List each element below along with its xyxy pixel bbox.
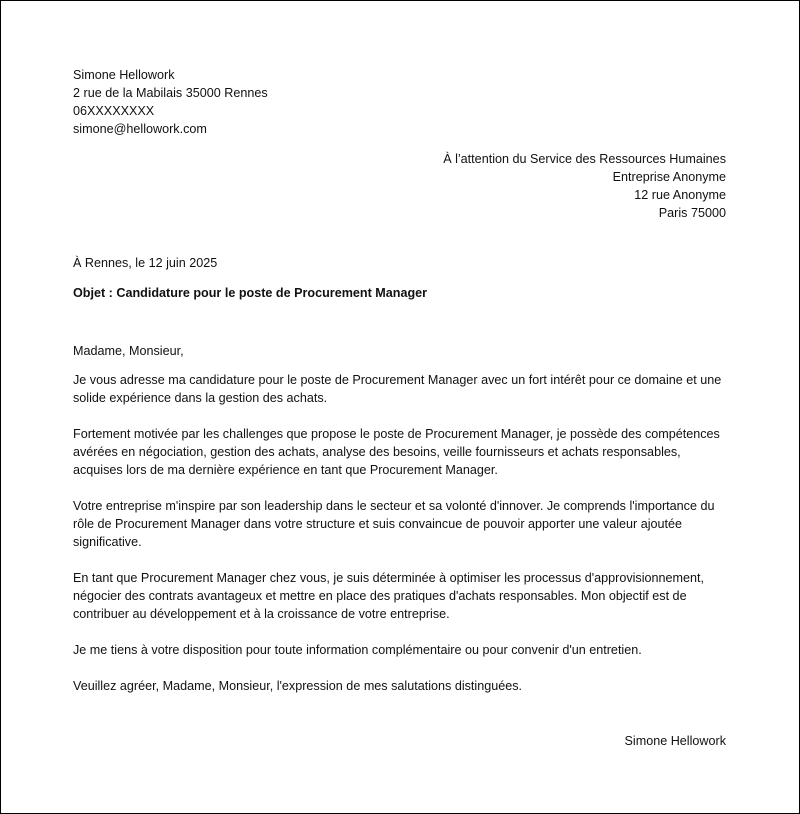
signature: Simone Hellowork (624, 734, 726, 748)
recipient-block (443, 150, 726, 222)
body-paragraph-company: Votre entreprise m'inspire par son leadership dans le secteur et sa volonté d'innover. Je comprends l'importance du rôle de Procurement Manager dans votre structure et suis convaincue de pouvoir apporter une valeur ajoutée significative. (73, 499, 715, 549)
sender-name: Simone Hellowork (73, 68, 175, 82)
sender-address: 2 rue de la Mabilais 35000 Rennes (73, 86, 268, 100)
recipient-company: Entreprise Anonyme (612, 170, 726, 184)
date-line: À Rennes, le 12 juin 2025 (73, 256, 218, 270)
body-paragraph-availability: Je me tiens à votre disposition pour toute information complémentaire ou pour convenir d'un entretien. (73, 643, 642, 657)
sender-email: simone@hellowork.com (73, 122, 207, 136)
salutation: Madame, Monsieur, (73, 344, 184, 358)
sender-phone: 06XXXXXXXX (73, 104, 155, 118)
closing-formula: Veuillez agréer, Madame, Monsieur, l'expression de mes salutations distinguées. (73, 679, 523, 693)
letter-body (73, 342, 733, 713)
body-paragraph-intro: Je vous adresse ma candidature pour le poste de Procurement Manager avec un fort intérêt pour ce domaine et une solide expérience dans la gestion des achats. (73, 373, 722, 405)
subject-line: Objet : Candidature pour le poste de Procurement Manager (73, 286, 428, 300)
recipient-city: Paris 75000 (658, 206, 726, 220)
body-paragraph-motivation: Fortement motivée par les challenges que propose le poste de Procurement Manager, je possède des compétences avérées en négociation, gestion des achats, analyse des besoins, veille fournisseurs et achats responsables, acquises lors de ma dernière expérience en tant que Procurement Manager. (73, 427, 720, 477)
recipient-street: 12 rue Anonyme (634, 188, 726, 202)
sender-block (73, 66, 268, 138)
recipient-attention: À l’attention du Service des Ressources Humaines (443, 152, 726, 166)
body-paragraph-goals: En tant que Procurement Manager chez vous, je suis déterminée à optimiser les processus d'approvisionnement, négocier des contrats avantageux et mettre en place des pratiques d'achats responsables. Mon objectif est de contribuer au développement et à la croissance de votre entreprise. (73, 571, 705, 621)
